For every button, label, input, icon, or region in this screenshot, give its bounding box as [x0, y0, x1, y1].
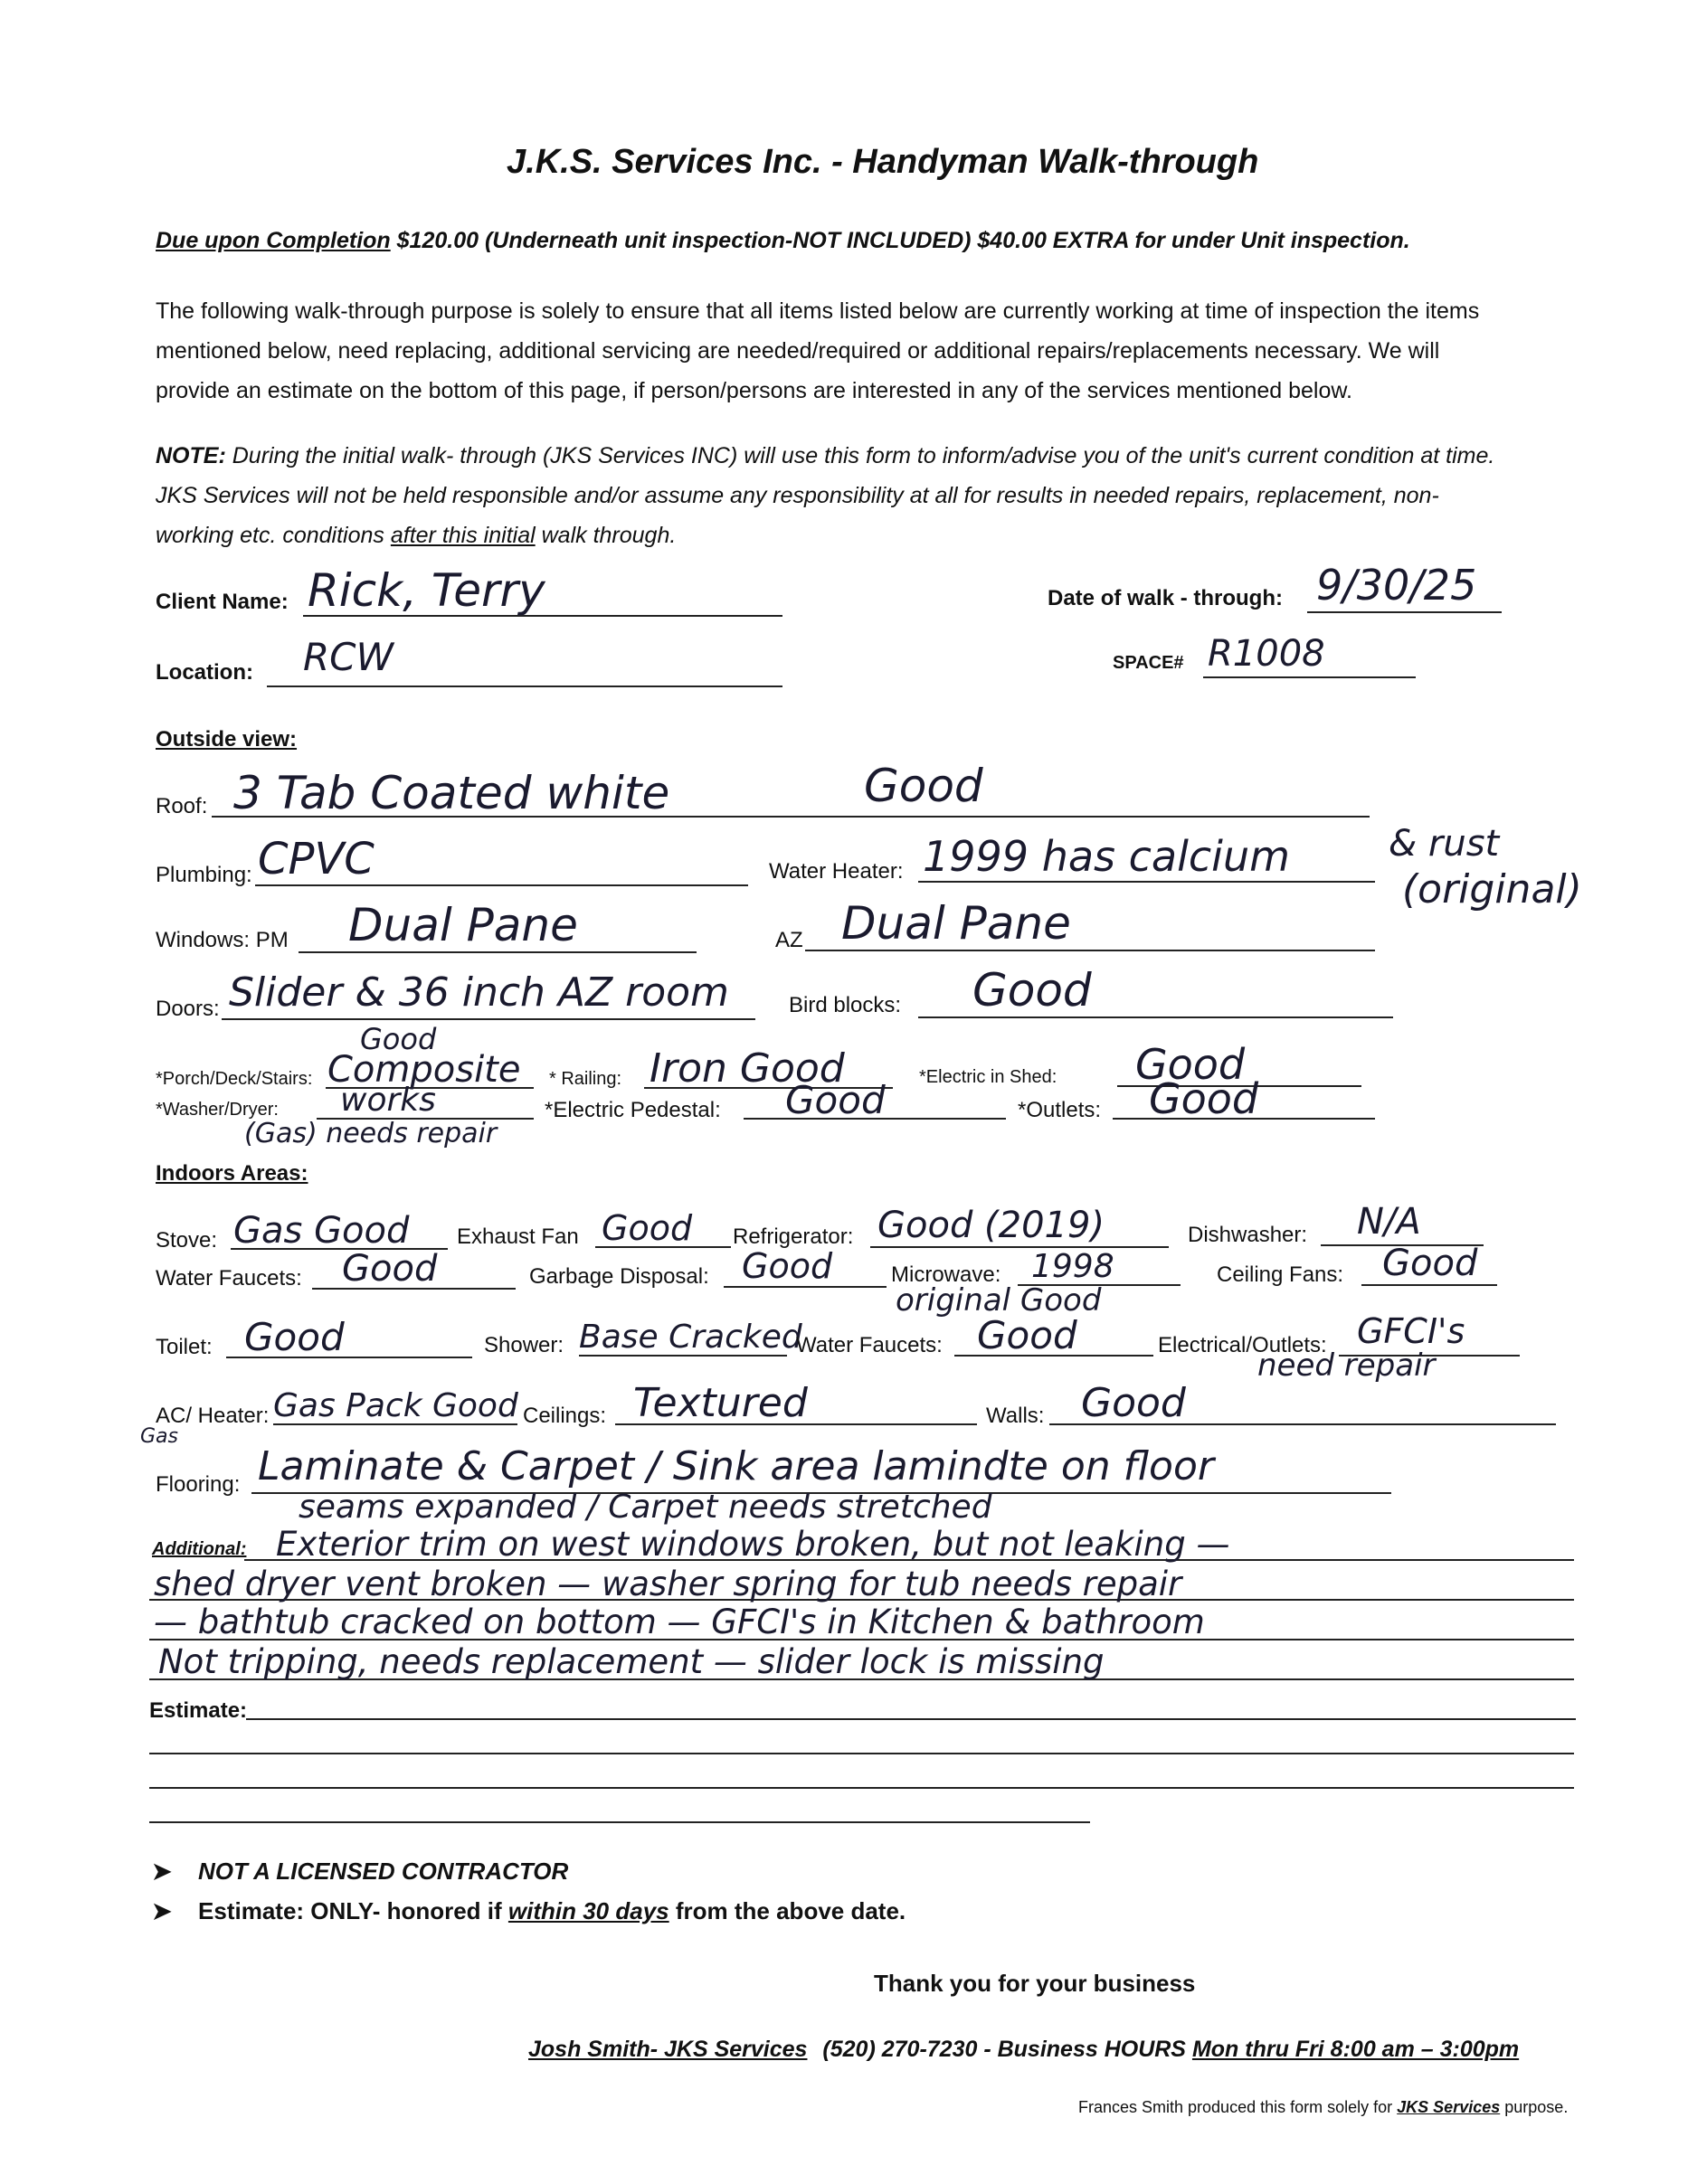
- ac-value[interactable]: Gas Pack Good: [273, 1387, 518, 1424]
- bullet-2: [152, 1897, 906, 1925]
- space-line: [1203, 676, 1416, 678]
- note-text-3a: working etc. conditions: [156, 523, 384, 548]
- washer-label: *Washer/Dryer:: [156, 1100, 279, 1120]
- date-value[interactable]: 9/30/25: [1316, 561, 1477, 610]
- birdblocks-line: [918, 1016, 1393, 1018]
- location-label: Location:: [156, 660, 253, 685]
- faucets2-value[interactable]: Good: [977, 1313, 1077, 1357]
- faucets2-label: Water Faucets:: [796, 1333, 943, 1357]
- note-line-3: [156, 515, 676, 555]
- fridge-value[interactable]: Good (2019): [877, 1205, 1105, 1246]
- shower-value[interactable]: Base Cracked: [579, 1319, 802, 1356]
- bullet-2-u: within 30 days: [507, 1897, 669, 1924]
- contact-name: Josh Smith- JKS Services: [528, 2037, 808, 2062]
- roof-value[interactable]: 3 Tab Coated white: [233, 767, 670, 819]
- railing-label: * Railing:: [549, 1069, 622, 1089]
- additional-text-3[interactable]: — bathtub cracked on bottom — GFCI's in Kitchen & bathroom: [154, 1603, 1205, 1641]
- purpose-line-3: provide an estimate on the bottom of this page, if person/persons are interested in any of the services mentioned below.: [156, 378, 1352, 403]
- microwave-label: Microwave:: [891, 1262, 1001, 1287]
- birdblocks-label: Bird blocks:: [789, 993, 902, 1017]
- electrical-value[interactable]: GFCI's: [1357, 1311, 1465, 1351]
- arrow-icon: ➤: [152, 1858, 172, 1885]
- bullet-1: [152, 1858, 568, 1886]
- az-label: AZ: [775, 928, 803, 952]
- contact-line: [528, 2037, 1519, 2063]
- additional-text-1[interactable]: Exterior trim on west windows broken, but not leaking —: [276, 1525, 1230, 1564]
- windows-value[interactable]: Dual Pane: [348, 899, 578, 951]
- pedestal-label: *Electric Pedestal:: [545, 1098, 721, 1122]
- space-value[interactable]: R1008: [1208, 633, 1325, 675]
- outlets-label: *Outlets:: [1018, 1098, 1102, 1122]
- estimate-line-3: [149, 1787, 1574, 1789]
- form-title: J.K.S. Services Inc. - Handyman Walk-through: [507, 143, 1259, 181]
- railing-value[interactable]: Iron Good: [650, 1045, 845, 1092]
- fridge-line: [870, 1246, 1169, 1248]
- estimate-label: Estimate:: [149, 1698, 248, 1723]
- washer-note[interactable]: (Gas) needs repair: [244, 1118, 498, 1149]
- fans-label: Ceiling Fans:: [1217, 1262, 1344, 1287]
- estimate-line-4: [149, 1821, 1090, 1823]
- contact-hours: Mon thru Fri 8:00 am – 3:00pm: [1191, 2037, 1520, 2062]
- doors-label: Doors:: [156, 997, 220, 1021]
- shed-label: *Electric in Shed:: [919, 1067, 1057, 1087]
- pedestal-value[interactable]: Good: [785, 1078, 886, 1122]
- shower-label: Shower:: [484, 1333, 564, 1357]
- flooring-value[interactable]: Laminate & Carpet / Sink area lamindte on floor: [258, 1443, 1214, 1489]
- outlets-value[interactable]: Good: [1149, 1074, 1259, 1123]
- space-label: SPACE#: [1113, 653, 1184, 673]
- porch-value[interactable]: Composite: [327, 1049, 521, 1091]
- outside-heading: Outside view:: [156, 727, 298, 752]
- water-heater-label: Water Heater:: [769, 859, 904, 884]
- water-heater-value-3[interactable]: (original): [1402, 866, 1582, 912]
- location-value[interactable]: RCW: [303, 635, 394, 679]
- microwave-value[interactable]: 1998: [1031, 1248, 1114, 1285]
- water-heater-value[interactable]: 1999 has calcium: [923, 832, 1290, 881]
- exhaust-value[interactable]: Good: [602, 1208, 693, 1248]
- microwave-note[interactable]: original Good: [896, 1282, 1102, 1319]
- credit-u: JKS Services: [1397, 2098, 1501, 2116]
- faucets-label: Water Faucets:: [156, 1266, 302, 1291]
- dishwasher-value[interactable]: N/A: [1357, 1201, 1421, 1243]
- additional-text-2[interactable]: shed dryer vent broken — washer spring for tub needs repair: [154, 1565, 1182, 1603]
- stove-label: Stove:: [156, 1228, 218, 1253]
- thanks-text: Thank you for your business: [874, 1970, 1196, 1997]
- roof-value-2[interactable]: Good: [864, 760, 983, 812]
- credit-post: purpose.: [1504, 2098, 1569, 2116]
- bullet-1-text: NOT A LICENSED CONTRACTOR: [198, 1858, 569, 1885]
- ceilings-label: Ceilings:: [523, 1404, 607, 1428]
- due-label: Due upon Completion: [156, 228, 391, 253]
- windows-line: [299, 951, 697, 953]
- porch-label: *Porch/Deck/Stairs:: [156, 1069, 313, 1089]
- electrical-note[interactable]: need repair: [1257, 1347, 1436, 1384]
- shed-value[interactable]: Good: [1135, 1040, 1246, 1089]
- water-heater-value-2[interactable]: & rust: [1389, 823, 1500, 865]
- toilet-value[interactable]: Good: [244, 1315, 345, 1359]
- estimate-line-2: [149, 1753, 1574, 1754]
- plumbing-label: Plumbing:: [156, 863, 252, 887]
- credit-line: [1078, 2098, 1568, 2117]
- note-text-3b: after this initial: [390, 523, 536, 548]
- birdblocks-value[interactable]: Good: [972, 964, 1092, 1016]
- indoors-heading: Indoors Areas:: [156, 1161, 308, 1186]
- client-name-label: Client Name:: [156, 590, 289, 614]
- note-text-3c: walk through.: [541, 523, 677, 548]
- date-label: Date of walk - through:: [1048, 586, 1283, 610]
- disposal-label: Garbage Disposal:: [529, 1264, 709, 1289]
- az-value[interactable]: Dual Pane: [841, 897, 1071, 950]
- arrow-icon: ➤: [152, 1897, 172, 1924]
- purpose-line-1: The following walk-through purpose is solely to ensure that all items listed below are currently working at time of inspection the items: [156, 298, 1480, 324]
- doors-value[interactable]: Slider & 36 inch AZ room: [229, 969, 729, 1016]
- dishwasher-label: Dishwasher:: [1188, 1223, 1308, 1247]
- plumbing-value[interactable]: CPVC: [258, 834, 375, 884]
- stove-value[interactable]: Gas Good: [233, 1210, 410, 1252]
- note-label: NOTE:: [156, 443, 226, 468]
- due-text: $120.00 (Underneath unit inspection-NOT INCLUDED) $40.00 EXTRA for under Unit inspection.: [396, 228, 1410, 253]
- faucets-value[interactable]: Good: [342, 1248, 438, 1290]
- ac-note[interactable]: Gas: [140, 1425, 178, 1448]
- additional-label: Additional:: [152, 1539, 247, 1559]
- due-line: [156, 228, 1410, 254]
- flooring-value-2[interactable]: seams expanded / Carpet needs stretched: [299, 1489, 992, 1526]
- location-line: [267, 685, 782, 687]
- toilet-label: Toilet:: [156, 1335, 213, 1359]
- electrical-label: Electrical/Outlets:: [1158, 1333, 1327, 1357]
- fridge-label: Refrigerator:: [733, 1224, 854, 1249]
- disposal-value[interactable]: Good: [742, 1246, 833, 1286]
- note-line-1: [156, 436, 1494, 476]
- plumbing-line: [255, 884, 748, 886]
- bullet-2-post: from the above date.: [675, 1897, 906, 1924]
- credit-pre: Frances Smith produced this form solely for: [1078, 2098, 1393, 2116]
- note-line-2: JKS Services will not be held responsible and/or assume any responsibility at all for results in needed repairs, replacement, non-: [156, 483, 1439, 508]
- additional-text-4[interactable]: Not tripping, needs replacement — slider lock is missing: [158, 1642, 1105, 1681]
- client-name-value[interactable]: Rick, Terry: [308, 564, 545, 617]
- porch-value-top[interactable]: Good: [360, 1022, 437, 1056]
- fans-line: [1361, 1284, 1497, 1286]
- contact-phone: (520) 270-7230 - Business HOURS: [822, 2037, 1186, 2062]
- roof-label: Roof:: [156, 794, 208, 818]
- bullet-2-pre: Estimate: ONLY- honored if: [198, 1897, 502, 1924]
- az-line: [805, 950, 1375, 951]
- note-text-1: During the initial walk- through (JKS Services INC) will use this form to inform/advise you of the unit's current condition at time.: [232, 443, 1495, 468]
- water-heater-line: [918, 881, 1375, 883]
- fans-value[interactable]: Good: [1382, 1243, 1478, 1284]
- windows-label: Windows: PM: [156, 928, 289, 952]
- walls-label: Walls:: [986, 1404, 1045, 1428]
- date-line: [1307, 611, 1502, 613]
- disposal-line: [724, 1286, 887, 1288]
- flooring-label: Flooring:: [156, 1472, 241, 1497]
- walls-value[interactable]: Good: [1081, 1380, 1186, 1426]
- exhaust-label: Exhaust Fan: [457, 1224, 579, 1249]
- ceilings-value[interactable]: Textured: [633, 1380, 808, 1426]
- doors-line: [222, 1018, 755, 1020]
- washer-value[interactable]: works: [340, 1082, 436, 1119]
- ac-label: AC/ Heater:: [156, 1404, 270, 1428]
- estimate-line-1: [246, 1718, 1576, 1720]
- purpose-line-2: mentioned below, need replacing, additional servicing are needed/required or additional repairs/replacements necessary. We will: [156, 338, 1440, 364]
